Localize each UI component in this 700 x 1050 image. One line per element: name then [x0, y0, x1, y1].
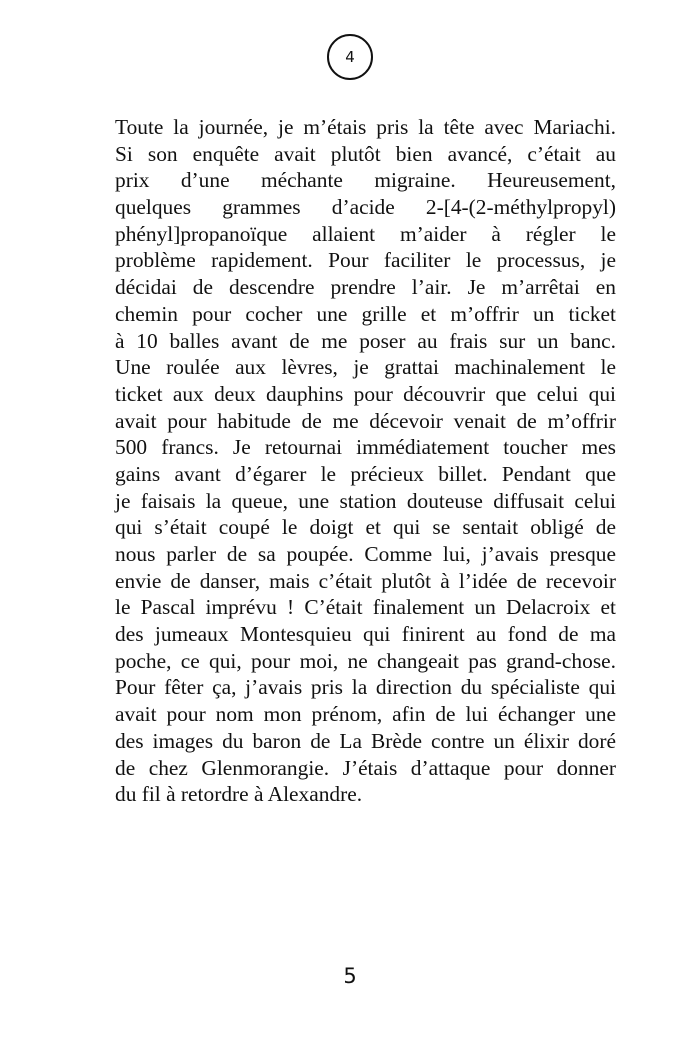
chapter-number: 4 — [345, 48, 355, 66]
text-line: gains avant d’égarer le précieux billet. Pendant que — [115, 461, 616, 486]
text-line: le Pascal imprévu ! C’était finalement un Delacroix et — [115, 595, 616, 620]
text-line: qui s’était coupé le doigt et qui se sentait obligé de — [115, 515, 616, 540]
text-line: à 10 balles avant de me poser au frais sur un banc. — [115, 328, 616, 353]
page-number: 5 — [343, 964, 357, 988]
text-line: chemin pour cocher une grille et m’offrir un ticket — [115, 301, 616, 326]
text-line: phényl]propanoïque allaient m’aider à régler le — [115, 221, 616, 246]
text-line: avait pour habitude de me décevoir venait de m’offrir — [115, 408, 616, 433]
text-line: nous parler de sa poupée. Comme lui, j’avais presque — [115, 542, 616, 566]
text-line: poche, ce qui, pour moi, ne changeait pas grand-chose. — [115, 648, 616, 673]
text-line: envie de danser, mais c’était plutôt à l’idée de recevoir — [115, 568, 616, 593]
text-line: Si son enquête avait plutôt bien avancé, c’était au — [115, 141, 616, 166]
text-line: ticket aux deux dauphins pour découvrir que celui qui — [115, 381, 616, 406]
text-line: Toute la journée, je m’étais pris la tête avec Mariachi. — [115, 115, 616, 139]
chapter-number-badge — [327, 34, 373, 80]
text-line: Pour fêter ça, j’avais pris la direction du spécialiste qui — [115, 675, 616, 700]
text-line: 500 francs. Je retournai immédiatement toucher mes — [115, 435, 616, 460]
text-line: du fil à retordre à Alexandre. — [115, 782, 363, 807]
text-line: prix d’une méchante migraine. Heureusement, — [115, 168, 616, 193]
text-line: des images du baron de La Brède contre un élixir doré — [115, 728, 616, 753]
text-line: de chez Glenmorangie. J’étais d’attaque pour donner — [115, 755, 616, 780]
text-line: avait pour nom mon prénom, afin de lui échanger une — [115, 702, 616, 727]
body-paragraph — [115, 114, 616, 808]
text-line: Une roulée aux lèvres, je grattai machinalement le — [115, 355, 616, 380]
text-line: je faisais la queue, une station douteuse diffusait celui — [115, 488, 616, 513]
text-line: des jumeaux Montesquieu qui finirent au fond de ma — [115, 622, 616, 647]
text-line: décidai de descendre prendre l’air. Je m’arrêtai en — [115, 275, 616, 300]
text-line: problème rapidement. Pour faciliter le processus, je — [115, 248, 616, 273]
text-line: quelques grammes d’acide 2-[4-(2-méthylpropyl) — [115, 195, 616, 220]
